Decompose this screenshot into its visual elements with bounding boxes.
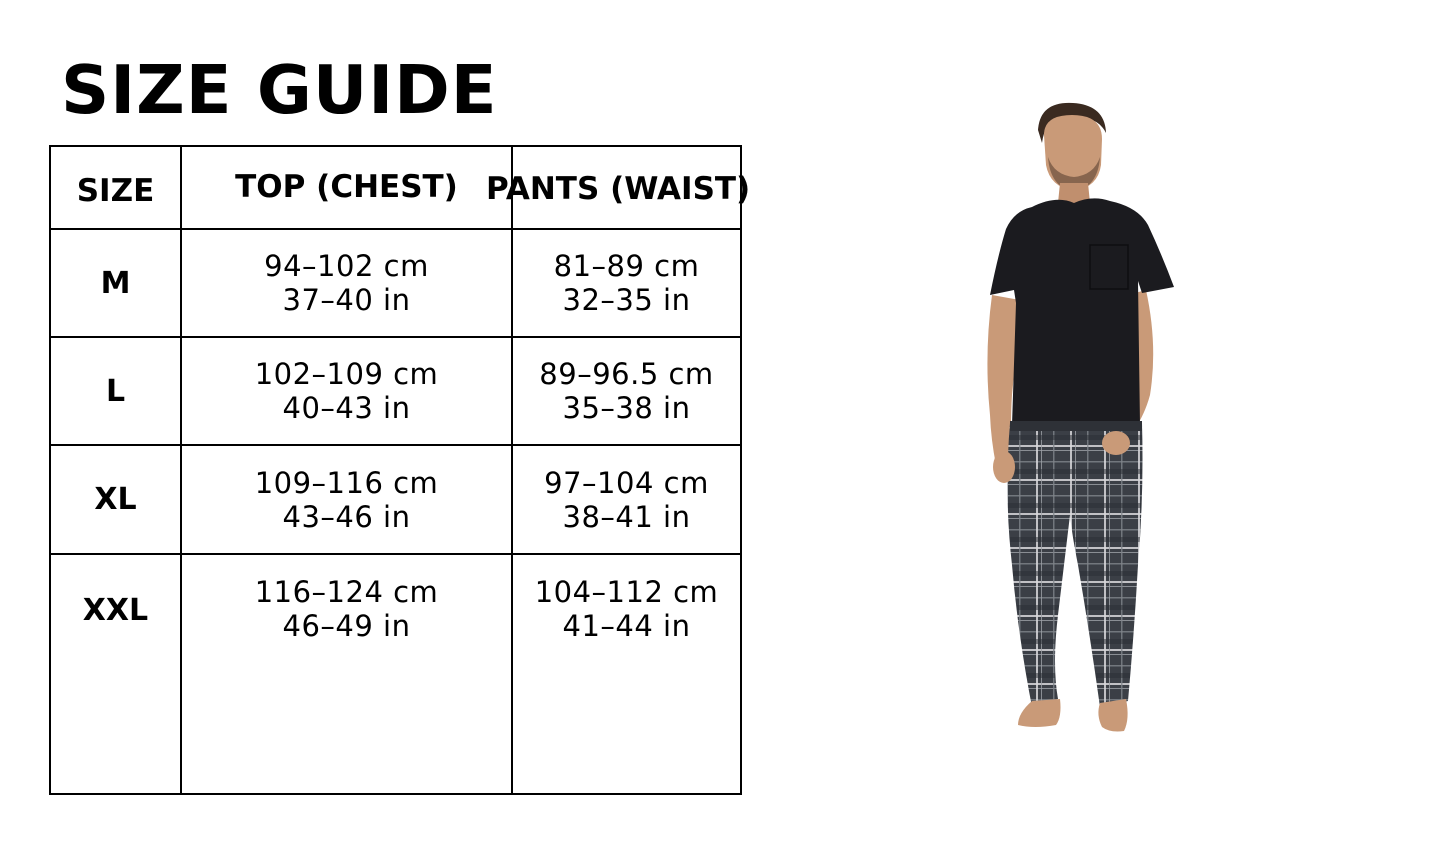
model-right-foot — [1098, 699, 1127, 732]
pants-cm-value: 104–112 cm — [534, 574, 719, 609]
pants-in-value: 32–35 in — [562, 283, 691, 318]
pants-waist-cell — [512, 554, 741, 794]
pants-cm-value: 89–96.5 cm — [539, 357, 714, 392]
pants-waist-cell — [512, 229, 741, 337]
pants-waist-cell — [512, 445, 741, 553]
pants-in-value: 38–41 in — [562, 499, 691, 534]
pants-waist-cell — [512, 337, 741, 445]
header-pants-waist — [486, 146, 751, 229]
header-size-label: SIZE — [76, 172, 155, 209]
pants-cm-value: 81–89 cm — [553, 249, 700, 284]
header-pants-label: PANTS (WAIST) — [486, 171, 751, 207]
top-in-value: 43–46 in — [282, 499, 411, 534]
top-cm-value: 102–109 cm — [254, 357, 439, 392]
table-row — [50, 229, 741, 337]
top-in-value: 37–40 in — [282, 283, 411, 318]
table-row — [50, 554, 741, 794]
header-top-label: TOP (CHEST) — [235, 168, 458, 205]
top-chest-cell — [181, 229, 512, 337]
top-cm-value: 116–124 cm — [254, 574, 439, 609]
header-top-chest — [181, 146, 512, 229]
size-label: XXL — [50, 554, 181, 794]
top-chest-cell — [181, 554, 512, 794]
size-label: L — [50, 337, 181, 445]
top-cm-value: 109–116 cm — [254, 465, 439, 500]
model-pants — [1007, 423, 1142, 707]
model-waistband — [1010, 421, 1142, 431]
top-in-value: 40–43 in — [282, 391, 411, 426]
page-title: SIZE GUIDE — [61, 51, 498, 129]
top-chest-cell — [181, 445, 512, 553]
model-right-hand — [1102, 431, 1130, 455]
top-cm-value: 94–102 cm — [264, 249, 429, 284]
pants-in-value: 41–44 in — [562, 608, 691, 643]
table-header-row — [50, 146, 741, 229]
model-left-foot — [1018, 699, 1061, 727]
pants-in-value: 35–38 in — [562, 391, 691, 426]
size-label: M — [50, 229, 181, 337]
pants-cm-value: 97–104 cm — [544, 465, 709, 500]
model-left-hand — [993, 451, 1015, 483]
top-chest-cell — [181, 337, 512, 445]
size-label: XL — [50, 445, 181, 553]
top-in-value: 46–49 in — [282, 608, 411, 643]
table-row — [50, 337, 741, 445]
size-table — [49, 145, 751, 795]
table-row — [50, 445, 741, 553]
model-photo — [960, 95, 1210, 755]
header-size — [50, 146, 181, 229]
